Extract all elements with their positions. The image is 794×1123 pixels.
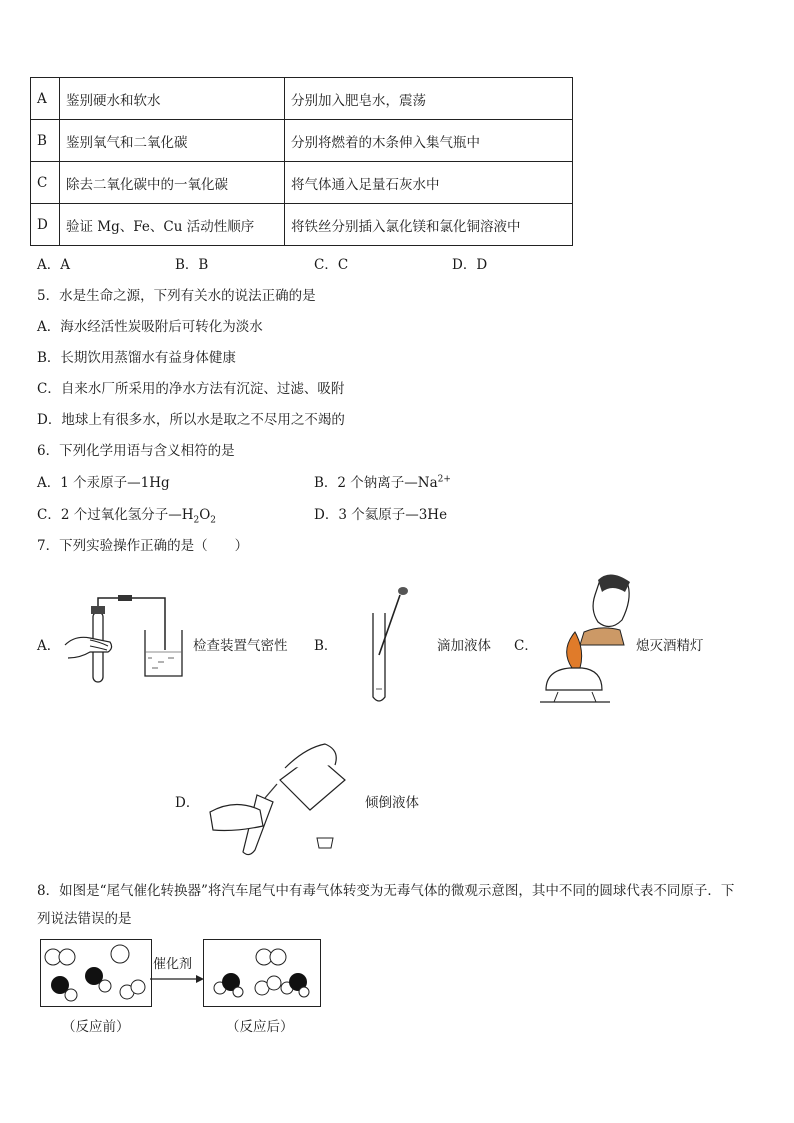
q5-stem: 5．水是生命之源，下列有关水的说法正确的是: [37, 288, 316, 304]
q7-option-d-caption: 倾倒液体: [365, 795, 419, 811]
row-purpose: 鉴别氧气和二氧化碳: [60, 120, 285, 162]
q7-stem: 7．下列实验操作正确的是（ ）: [37, 538, 249, 554]
row-label: A: [31, 78, 60, 120]
q6-option-c-text: C．2 个过氧化氢分子—H: [37, 507, 194, 523]
row-method: 将气体通入足量石灰水中: [285, 162, 573, 204]
pour-liquid-figure: [205, 740, 355, 865]
row-label: D: [31, 204, 60, 246]
table-row: [31, 204, 573, 246]
q6-option-c[interactable]: [37, 503, 216, 526]
alcohol-lamp-figure: [540, 570, 640, 710]
table-row: [31, 120, 573, 162]
row-purpose: 验证 Mg、Fe、Cu 活动性顺序: [60, 204, 285, 246]
q7-option-b-letter[interactable]: B．: [314, 638, 338, 654]
catalyst-label: 催化剂: [153, 957, 193, 972]
table-row: [31, 78, 573, 120]
after-reaction-caption: （反应后）: [226, 1019, 294, 1035]
q7-option-c-caption: 熄灭酒精灯: [636, 638, 704, 654]
molecules-after: [204, 940, 320, 1006]
row-method: 分别将燃着的木条伸入集气瓶中: [285, 120, 573, 162]
row-purpose: 鉴别硬水和软水: [60, 78, 285, 120]
q7-option-a-letter[interactable]: A．: [37, 638, 61, 654]
before-reaction-box: [40, 939, 152, 1007]
q8-stem-line2: 列说法错误的是: [37, 911, 132, 927]
q8-stem-line1: 8．如图是“尾气催化转换器”将汽车尾气中有毒气体转变为无毒气体的微观示意图，其中不同的圆球代表不同原子．下: [37, 883, 735, 899]
q6-option-a[interactable]: A．1 个汞原子—1Hg: [37, 475, 170, 491]
airtightness-check-figure: [60, 590, 190, 690]
row-method: 将铁丝分别插入氯化镁和氯化铜溶液中: [285, 204, 573, 246]
row-label: B: [31, 120, 60, 162]
subscript: 2: [193, 515, 200, 526]
q7-option-b-caption: 滴加液体: [437, 638, 491, 654]
oxygen-symbol: O: [199, 507, 211, 523]
q4-table: [30, 77, 573, 246]
q5-option-d[interactable]: D．地球上有很多水，所以水是取之不尽用之不竭的: [37, 412, 345, 428]
molecules-before: [41, 940, 151, 1006]
dropper-figure: [360, 585, 410, 710]
q7-option-d-letter[interactable]: D．: [175, 795, 200, 811]
before-reaction-caption: （反应前）: [62, 1019, 130, 1035]
row-label: C: [31, 162, 60, 204]
q6-option-b[interactable]: [314, 471, 451, 491]
subscript: 2: [210, 515, 217, 526]
q4-option-a[interactable]: A．A: [37, 257, 70, 273]
charge-superscript: 2+: [437, 474, 451, 485]
q6-stem: 6．下列化学用语与含义相符的是: [37, 443, 235, 459]
q7-option-c-letter[interactable]: C．: [514, 638, 538, 654]
row-method: 分别加入肥皂水，震荡: [285, 78, 573, 120]
q6-option-d[interactable]: D．3 个氦原子—3He: [314, 507, 448, 523]
q4-option-d[interactable]: D．D: [452, 257, 488, 273]
table-row: [31, 162, 573, 204]
reaction-arrow: [150, 974, 204, 984]
q4-option-b[interactable]: B．B: [175, 257, 209, 273]
q6-option-b-text: B．2 个钠离子—Na: [314, 475, 438, 491]
q5-option-b[interactable]: B．长期饮用蒸馏水有益身体健康: [37, 350, 236, 366]
row-purpose: 除去二氧化碳中的一氧化碳: [60, 162, 285, 204]
after-reaction-box: [203, 939, 321, 1007]
q5-option-c[interactable]: C．自来水厂所采用的净水方法有沉淀、过滤、吸附: [37, 381, 345, 397]
q4-option-c[interactable]: C．C: [314, 257, 349, 273]
q5-option-a[interactable]: A．海水经活性炭吸附后可转化为淡水: [37, 319, 263, 335]
q7-option-a-caption: 检查装置气密性: [193, 638, 288, 654]
